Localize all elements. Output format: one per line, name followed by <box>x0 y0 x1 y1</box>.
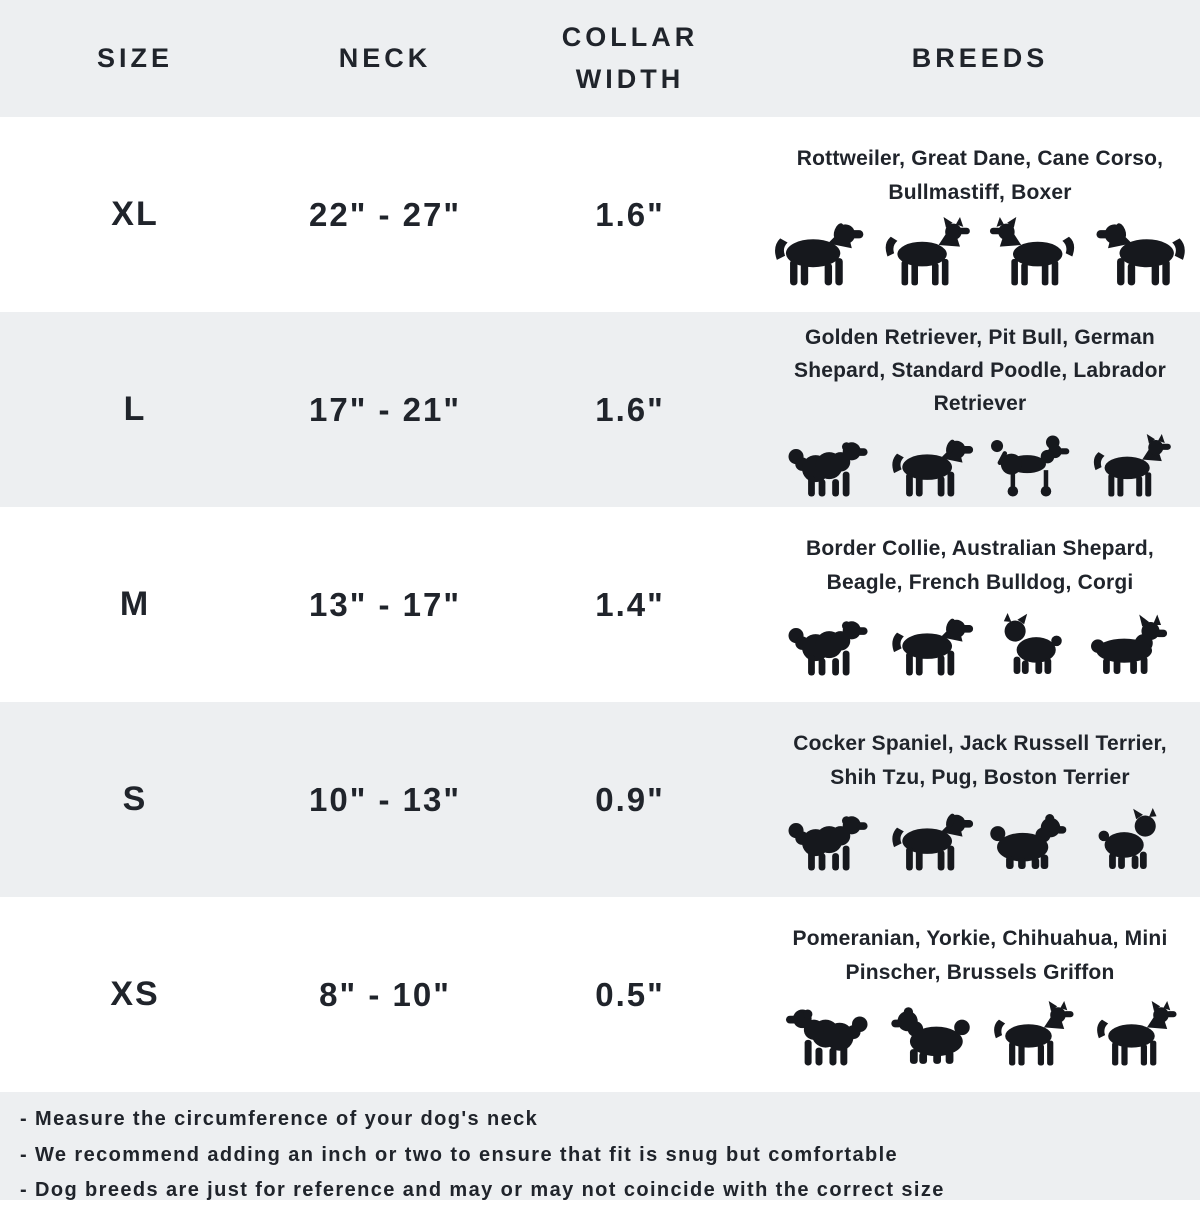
golden-retriever-icon <box>784 434 874 498</box>
size-value: XS <box>110 975 160 1013</box>
great-dane-icon <box>876 217 975 287</box>
corgi-icon <box>1085 613 1175 677</box>
dog-silhouettes <box>784 426 1175 498</box>
size-table-row <box>0 117 1200 312</box>
cocker-spaniel-icon <box>784 808 874 872</box>
beagle-icon <box>885 613 975 677</box>
collar-width-value: 1.4" <box>595 585 665 623</box>
size-value: M <box>119 585 151 623</box>
bullmastiff-icon <box>1094 217 1193 287</box>
australian-shepard-icon <box>784 613 874 677</box>
size-table-row <box>0 897 1200 1092</box>
size-value: L <box>123 390 147 428</box>
size-value: XL <box>111 195 159 233</box>
pug-icon <box>1085 808 1175 872</box>
table-body <box>0 117 1200 1092</box>
breeds-cell <box>760 117 1200 312</box>
dog-silhouettes <box>767 215 1192 287</box>
breeds-cell <box>760 702 1200 897</box>
collar-width-value: 0.5" <box>595 975 665 1013</box>
chihuahua-icon <box>985 1001 1078 1067</box>
standard-poodle-icon <box>985 434 1075 498</box>
note-recommend: - We recommend adding an inch or two to ensure that fit is snug but comfortable <box>20 1143 899 1166</box>
cane-corso-icon <box>985 217 1084 287</box>
header-breeds: BREEDS <box>911 43 1049 73</box>
neck-range-value: 17" - 21" <box>308 390 462 428</box>
dog-silhouettes <box>784 800 1175 872</box>
note-reference: - Dog breeds are just for reference and may or may not coincide with the correct size <box>20 1179 945 1202</box>
breeds-list-text: Golden Retriever, Pit Bull, German Shepard, Standard Poodle, Labrador Retriever <box>793 325 1167 416</box>
neck-range-value: 22" - 27" <box>308 195 462 233</box>
dog-silhouettes <box>779 995 1182 1067</box>
header-neck: NECK <box>338 43 432 73</box>
breeds-cell <box>760 897 1200 1092</box>
breeds-list-text: Border Collie, Australian Shepard, Beagle, French Bulldog, Corgi <box>806 537 1154 594</box>
header-size: SIZE <box>96 43 173 73</box>
collar-width-value: 1.6" <box>595 195 665 233</box>
shih-tzu-icon <box>985 808 1075 872</box>
dog-silhouettes <box>784 605 1175 677</box>
size-table-row <box>0 507 1200 702</box>
jack-russell-terrier-icon <box>885 808 975 872</box>
neck-range-value: 10" - 13" <box>308 780 462 818</box>
size-value: S <box>122 780 148 818</box>
pit-bull-icon <box>885 434 975 498</box>
german-shepard-icon <box>1085 434 1175 498</box>
collar-width-value: 1.6" <box>595 390 665 428</box>
french-bulldog-icon <box>985 613 1075 677</box>
neck-range-value: 8" - 10" <box>319 975 451 1013</box>
size-table-row <box>0 312 1200 507</box>
breeds-cell <box>760 507 1200 702</box>
breeds-list-text: Cocker Spaniel, Jack Russell Terrier, Shih Tzu, Pug, Boston Terrier <box>793 732 1167 789</box>
breeds-list-text: Rottweiler, Great Dane, Cane Corso, Bullmastiff, Boxer <box>796 147 1164 204</box>
size-table-row <box>0 702 1200 897</box>
breeds-cell <box>760 312 1200 507</box>
table-header-row <box>0 0 1200 117</box>
yorkie-icon <box>882 1001 975 1067</box>
rottweiler-icon <box>767 217 866 287</box>
breeds-list-text: Pomeranian, Yorkie, Chihuahua, Mini Pinscher, Brussels Griffon <box>792 927 1168 984</box>
collar-width-value: 0.9" <box>595 780 665 818</box>
mini-pinscher-icon <box>1088 1001 1181 1067</box>
header-collar-width: COLLAR WIDTH <box>561 21 699 94</box>
note-measure: - Measure the circumference of your dog's neck <box>20 1108 539 1130</box>
pomeranian-icon <box>779 1001 872 1067</box>
neck-range-value: 13" - 17" <box>308 585 462 623</box>
footer-notes <box>0 1092 1200 1200</box>
